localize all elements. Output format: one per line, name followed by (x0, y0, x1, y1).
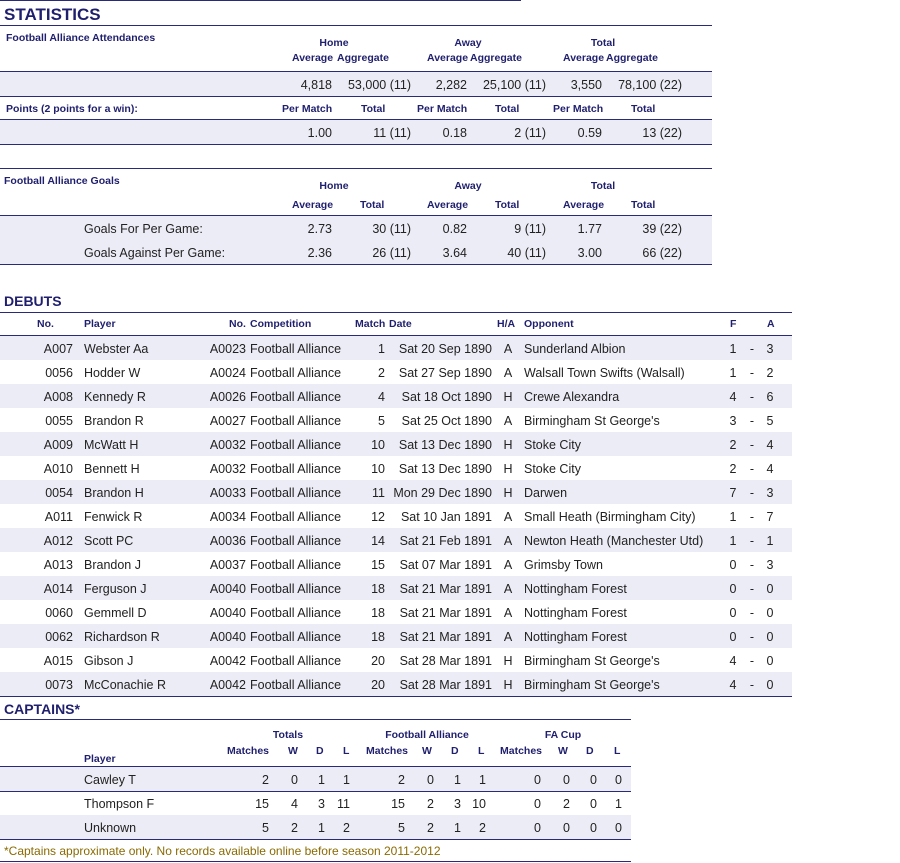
debut-goals-for: 2 (729, 462, 737, 476)
debut-goals-for: 7 (729, 486, 737, 500)
debut-goals-for: 1 (729, 342, 737, 356)
column-header: Total (631, 103, 656, 115)
column-header: Per Match (553, 103, 604, 115)
debut-date: Sat 07 Mar 1891 (399, 558, 492, 572)
captains-player-header: Player (84, 753, 116, 765)
debut-competition: Football Alliance (250, 462, 342, 476)
debut-competition: Football Alliance (250, 390, 342, 404)
captains-column-header: W (422, 745, 432, 757)
captain-value: 0 (615, 821, 622, 835)
captains-column-header: L (614, 745, 621, 757)
debuts-column-header: No. (37, 318, 54, 330)
debut-competition: Football Alliance (250, 654, 342, 668)
debut-date: Sat 18 Oct 1890 (401, 390, 492, 404)
captain-value: 0 (291, 773, 298, 787)
rule (0, 861, 631, 862)
rule (0, 96, 712, 97)
debut-goals-for: 1 (729, 366, 737, 380)
attendance-value: 4,818 (300, 78, 332, 92)
debut-competition: Football Alliance (250, 534, 342, 548)
group-header: Home (319, 37, 349, 49)
debuts-column-header: Opponent (524, 318, 574, 330)
column-header: Aggregate (606, 52, 658, 64)
group-header: Away (454, 180, 482, 192)
points-value: 2 (11) (514, 126, 546, 140)
debut-home-away: A (503, 366, 513, 380)
goals-row-label: Goals Against Per Game: (84, 246, 226, 260)
debut-match-no: A0027 (209, 414, 246, 428)
captain-value: 2 (262, 773, 269, 787)
debut-home-away: H (503, 678, 513, 692)
debut-match-no: A0036 (209, 534, 246, 548)
goals-value: 0.82 (442, 222, 467, 236)
debut-goals-for: 1 (729, 510, 737, 524)
group-header: Total (590, 37, 616, 49)
debut-match-no: A0033 (209, 486, 246, 500)
debut-opponent: Newton Heath (Manchester Utd) (524, 534, 704, 548)
debut-player-no: 0060 (45, 606, 73, 620)
goals-value: 3.00 (577, 246, 602, 260)
debut-player: McConachie R (84, 678, 166, 692)
debut-competition: Football Alliance (250, 342, 342, 356)
goals-value: 1.77 (577, 222, 602, 236)
column-header: Average (563, 199, 605, 211)
score-dash: - (749, 462, 755, 476)
column-header: Aggregate (470, 52, 522, 64)
captains-column-header: D (451, 745, 459, 757)
debut-match: 20 (371, 654, 385, 668)
debut-player-no: A014 (43, 582, 73, 596)
debut-date: Sat 21 Mar 1891 (399, 630, 492, 644)
goals-value: 26 (11) (372, 246, 411, 260)
debut-opponent: Birmingham St George's (524, 678, 660, 692)
debuts-column-header: Date (389, 318, 412, 330)
score-dash: - (749, 534, 755, 548)
debut-home-away: A (503, 630, 513, 644)
column-header: Average (427, 52, 469, 64)
rule (0, 719, 631, 720)
points-value: 13 (22) (642, 126, 682, 140)
column-header: Per Match (282, 103, 333, 115)
debut-home-away: H (503, 438, 513, 452)
debut-match-no: A0042 (209, 678, 246, 692)
debut-match: 4 (378, 390, 385, 404)
statistics-title: STATISTICS (4, 5, 101, 24)
debut-goals-against: 2 (766, 366, 774, 380)
debut-date: Sat 25 Oct 1890 (401, 414, 492, 428)
debut-player: Hodder W (84, 366, 141, 380)
column-header: Total (361, 103, 386, 115)
debut-goals-against: 6 (766, 390, 774, 404)
debut-date: Sat 28 Mar 1891 (399, 654, 492, 668)
captain-value: 0 (534, 773, 541, 787)
debut-match: 12 (371, 510, 385, 524)
debut-competition: Football Alliance (250, 678, 342, 692)
attendances-label: Football Alliance Attendances (6, 32, 156, 44)
debut-goals-for: 0 (729, 606, 737, 620)
captain-value: 2 (343, 821, 350, 835)
captains-column-header: Matches (227, 745, 270, 757)
debut-match-no: A0040 (209, 606, 246, 620)
score-dash: - (749, 606, 755, 620)
debut-competition: Football Alliance (250, 486, 342, 500)
column-header: Aggregate (337, 52, 389, 64)
debut-player: Brandon R (84, 414, 144, 428)
captain-value: 1 (343, 773, 350, 787)
score-dash: - (749, 510, 755, 524)
debut-player: Kennedy R (84, 390, 146, 404)
debut-match-no: A0040 (209, 582, 246, 596)
captain-value: 15 (391, 797, 405, 811)
captain-value: 2 (563, 797, 570, 811)
rule (0, 168, 712, 169)
debut-opponent: Sunderland Albion (524, 342, 626, 356)
points-value: 0.59 (577, 126, 602, 140)
attendance-value: 2,282 (435, 78, 467, 92)
debut-goals-against: 5 (766, 414, 774, 428)
goals-value: 39 (22) (642, 222, 682, 236)
points-value: 1.00 (307, 126, 332, 140)
debut-goals-for: 4 (729, 678, 737, 692)
debut-match: 10 (371, 462, 385, 476)
column-header: Average (427, 199, 469, 211)
debut-date: Sat 27 Sep 1890 (398, 366, 492, 380)
captain-value: 5 (398, 821, 405, 835)
debut-opponent: Stoke City (524, 462, 581, 476)
debuts-column-header: Player (84, 318, 116, 330)
captain-value: 2 (427, 797, 434, 811)
captains-column-header: Matches (500, 745, 543, 757)
score-dash: - (749, 390, 755, 404)
score-dash: - (749, 630, 755, 644)
debut-match-no: A0034 (209, 510, 246, 524)
debut-match: 10 (371, 438, 385, 452)
rule (0, 144, 712, 145)
score-dash: - (749, 366, 755, 380)
debut-player-no: 0055 (45, 414, 73, 428)
debut-player: Brandon H (84, 486, 144, 500)
debut-player: Scott PC (84, 534, 134, 548)
captain-value: 0 (534, 797, 541, 811)
captain-value: 0 (615, 773, 622, 787)
rule (0, 312, 792, 313)
captain-value: 1 (454, 773, 461, 787)
points-value: 11 (11) (373, 126, 411, 140)
debut-match: 1 (378, 342, 385, 356)
debut-player: Brandon J (84, 558, 141, 572)
column-header: Total (360, 199, 385, 211)
debut-opponent: Darwen (524, 486, 568, 500)
goals-value: 9 (11) (514, 222, 546, 236)
debut-match-no: A0040 (209, 630, 246, 644)
debut-home-away: H (503, 390, 513, 404)
debut-opponent: Small Heath (Birmingham City) (524, 510, 696, 524)
attendance-value: 53,000 (11) (347, 78, 411, 92)
debut-date: Sat 20 Sep 1890 (398, 342, 492, 356)
debut-player: Ferguson J (84, 582, 147, 596)
debut-date: Sat 13 Dec 1890 (398, 438, 492, 452)
group-header: Total (590, 180, 616, 192)
debut-opponent: Nottingham Forest (524, 630, 627, 644)
captain-value: 2 (427, 821, 434, 835)
captain-player: Unknown (84, 821, 137, 835)
debut-match: 11 (372, 486, 385, 500)
goals-value: 2.36 (307, 246, 332, 260)
captain-value: 1 (318, 773, 325, 787)
captain-player: Cawley T (84, 773, 136, 787)
captain-value: 0 (590, 797, 597, 811)
debut-home-away: A (503, 414, 513, 428)
column-header: Total (495, 199, 520, 211)
captain-value: 0 (427, 773, 434, 787)
captains-title: CAPTAINS* (4, 701, 80, 717)
debut-home-away: H (503, 486, 513, 500)
debut-goals-against: 0 (766, 678, 774, 692)
captains-column-header: D (586, 745, 594, 757)
debut-goals-for: 3 (729, 414, 737, 428)
debut-date: Sat 21 Feb 1891 (399, 534, 492, 548)
debut-home-away: H (503, 654, 513, 668)
column-header: Average (292, 52, 334, 64)
debut-home-away: H (503, 462, 513, 476)
captain-value: 0 (563, 821, 570, 835)
captains-column-header: L (478, 745, 485, 757)
debut-goals-against: 3 (766, 558, 774, 572)
captain-value: 2 (398, 773, 405, 787)
goals-value: 40 (11) (507, 246, 546, 260)
attendance-value: 3,550 (570, 78, 602, 92)
captain-value: 15 (255, 797, 269, 811)
captain-value: 3 (454, 797, 461, 811)
debut-competition: Football Alliance (250, 438, 342, 452)
captain-value: 2 (291, 821, 298, 835)
attendance-value: 25,100 (11) (482, 78, 546, 92)
captains-group-header: Totals (272, 729, 304, 741)
score-dash: - (749, 414, 755, 428)
debut-player-no: A015 (43, 654, 73, 668)
debut-match-no: A0023 (209, 342, 246, 356)
debut-player: McWatt H (84, 438, 139, 452)
debut-goals-for: 4 (729, 654, 737, 668)
debut-goals-for: 1 (729, 534, 737, 548)
debut-goals-against: 4 (766, 462, 774, 476)
debut-match: 5 (378, 414, 385, 428)
debut-goals-against: 3 (766, 486, 774, 500)
score-dash: - (749, 654, 755, 668)
captains-column-header: D (316, 745, 324, 757)
debut-home-away: A (503, 558, 513, 572)
debut-opponent: Birmingham St George's (524, 414, 660, 428)
debut-home-away: A (503, 606, 513, 620)
score-dash: - (749, 438, 755, 452)
debut-match: 18 (371, 606, 385, 620)
debut-opponent: Nottingham Forest (524, 606, 627, 620)
debut-opponent: Stoke City (524, 438, 581, 452)
debut-match: 15 (371, 558, 385, 572)
debut-goals-against: 0 (766, 606, 774, 620)
captains-group-header: FA Cup (544, 729, 582, 741)
debuts-column-header: A (767, 318, 775, 330)
debut-match-no: A0026 (209, 390, 246, 404)
debut-competition: Football Alliance (250, 558, 342, 572)
debut-goals-against: 4 (766, 438, 774, 452)
rule (0, 791, 631, 792)
captain-value: 4 (291, 797, 298, 811)
debuts-column-header: Competition (250, 318, 312, 330)
debut-goals-against: 7 (766, 510, 774, 524)
debut-player-no: A008 (43, 390, 73, 404)
rule (0, 264, 712, 265)
points-value: 0.18 (442, 126, 467, 140)
captain-value: 0 (563, 773, 570, 787)
debut-goals-against: 3 (766, 342, 774, 356)
debut-player-no: A007 (43, 342, 73, 356)
goals-label: Football Alliance Goals (4, 175, 120, 187)
captain-value: 3 (318, 797, 325, 811)
captain-value: 2 (479, 821, 486, 835)
debut-player: Richardson R (84, 630, 160, 644)
debut-goals-against: 1 (766, 534, 774, 548)
debut-player: Webster Aa (84, 342, 149, 356)
column-header: Average (292, 199, 334, 211)
captain-value: 1 (615, 797, 622, 811)
debut-date: Sat 21 Mar 1891 (399, 606, 492, 620)
column-header: Total (631, 199, 656, 211)
score-dash: - (749, 582, 755, 596)
debut-opponent: Walsall Town Swifts (Walsall) (524, 366, 685, 380)
goals-value: 66 (22) (642, 246, 682, 260)
score-dash: - (749, 558, 755, 572)
captains-column-header: Matches (366, 745, 409, 757)
debut-player: Gemmell D (84, 606, 147, 620)
debut-competition: Football Alliance (250, 582, 342, 596)
debut-opponent: Nottingham Forest (524, 582, 627, 596)
captains-column-header: W (558, 745, 568, 757)
goals-value: 30 (11) (372, 222, 411, 236)
captain-value: 0 (590, 821, 597, 835)
debut-competition: Football Alliance (250, 366, 342, 380)
captain-value: 0 (534, 821, 541, 835)
score-dash: - (749, 678, 755, 692)
debut-match: 14 (371, 534, 385, 548)
debut-player: Bennett H (84, 462, 140, 476)
debut-player-no: A012 (43, 534, 73, 548)
debut-goals-against: 0 (766, 582, 774, 596)
rule (0, 839, 631, 840)
debut-goals-for: 4 (729, 390, 737, 404)
captains-group-header: Football Alliance (385, 729, 469, 741)
debut-home-away: A (503, 582, 513, 596)
captain-value: 5 (262, 821, 269, 835)
score-dash: - (749, 342, 755, 356)
debut-home-away: A (503, 342, 513, 356)
debut-competition: Football Alliance (250, 630, 342, 644)
debut-match-no: A0037 (209, 558, 246, 572)
debut-player-no: 0062 (45, 630, 73, 644)
debut-competition: Football Alliance (250, 414, 342, 428)
column-header: Per Match (417, 103, 468, 115)
debut-player-no: A013 (43, 558, 73, 572)
group-header: Home (319, 180, 349, 192)
debut-date: Sat 28 Mar 1891 (399, 678, 492, 692)
captains-column-header: W (288, 745, 298, 757)
goals-row-label: Goals For Per Game: (84, 222, 203, 236)
debut-player: Gibson J (84, 654, 134, 668)
debut-home-away: A (503, 534, 513, 548)
rule (0, 25, 712, 26)
debut-goals-for: 2 (729, 438, 737, 452)
debut-player: Fenwick R (84, 510, 143, 524)
captains-footnote: *Captains approximate only. No records available online before season 2011-2012 (4, 844, 441, 858)
debut-opponent: Birmingham St George's (524, 654, 660, 668)
captain-value: 10 (472, 797, 486, 811)
captain-value: 1 (479, 773, 486, 787)
column-header: Average (563, 52, 605, 64)
debut-match: 20 (371, 678, 385, 692)
debuts-column-header: Match (355, 318, 386, 330)
debut-player-no: 0073 (45, 678, 73, 692)
captain-value: 1 (318, 821, 325, 835)
group-header: Away (454, 37, 482, 49)
debut-player-no: 0056 (45, 366, 73, 380)
debut-player-no: A009 (43, 438, 73, 452)
debut-match: 2 (378, 366, 385, 380)
captain-value: 11 (337, 797, 350, 811)
debut-match: 18 (371, 630, 385, 644)
debut-opponent: Crewe Alexandra (524, 390, 620, 404)
debut-opponent: Grimsby Town (524, 558, 603, 572)
debut-goals-for: 0 (729, 558, 737, 572)
debut-match-no: A0032 (209, 462, 246, 476)
captain-player: Thompson F (84, 797, 155, 811)
debut-goals-for: 0 (729, 630, 737, 644)
captains-column-header: L (343, 745, 350, 757)
column-header: Total (495, 103, 520, 115)
debut-goals-against: 0 (766, 630, 774, 644)
debut-match-no: A0042 (209, 654, 246, 668)
debuts-column-header: No. (229, 318, 246, 330)
debut-competition: Football Alliance (250, 510, 342, 524)
debut-match-no: A0032 (209, 438, 246, 452)
debut-goals-against: 0 (766, 654, 774, 668)
debut-player-no: A010 (43, 462, 73, 476)
debut-date: Sat 10 Jan 1891 (400, 510, 492, 524)
debut-goals-for: 0 (729, 582, 737, 596)
captain-value: 0 (590, 773, 597, 787)
goals-value: 2.73 (307, 222, 332, 236)
goals-value: 3.64 (442, 246, 467, 260)
points-label: Points (2 points for a win): (6, 103, 138, 115)
score-dash: - (749, 486, 755, 500)
debuts-title: DEBUTS (4, 293, 62, 309)
rule (0, 696, 792, 697)
debut-date: Mon 29 Dec 1890 (393, 486, 492, 500)
debut-player-no: A011 (44, 510, 73, 524)
debut-date: Sat 21 Mar 1891 (399, 582, 492, 596)
debut-date: Sat 13 Dec 1890 (398, 462, 492, 476)
debuts-column-header: H/A (497, 318, 516, 330)
debut-competition: Football Alliance (250, 606, 342, 620)
debut-player-no: 0054 (45, 486, 73, 500)
top-rule (0, 0, 521, 1)
debut-match-no: A0024 (209, 366, 246, 380)
debut-match: 18 (371, 582, 385, 596)
debuts-column-header: F (730, 318, 737, 330)
debut-home-away: A (503, 510, 513, 524)
captain-value: 1 (454, 821, 461, 835)
attendance-value: 78,100 (22) (618, 78, 682, 92)
